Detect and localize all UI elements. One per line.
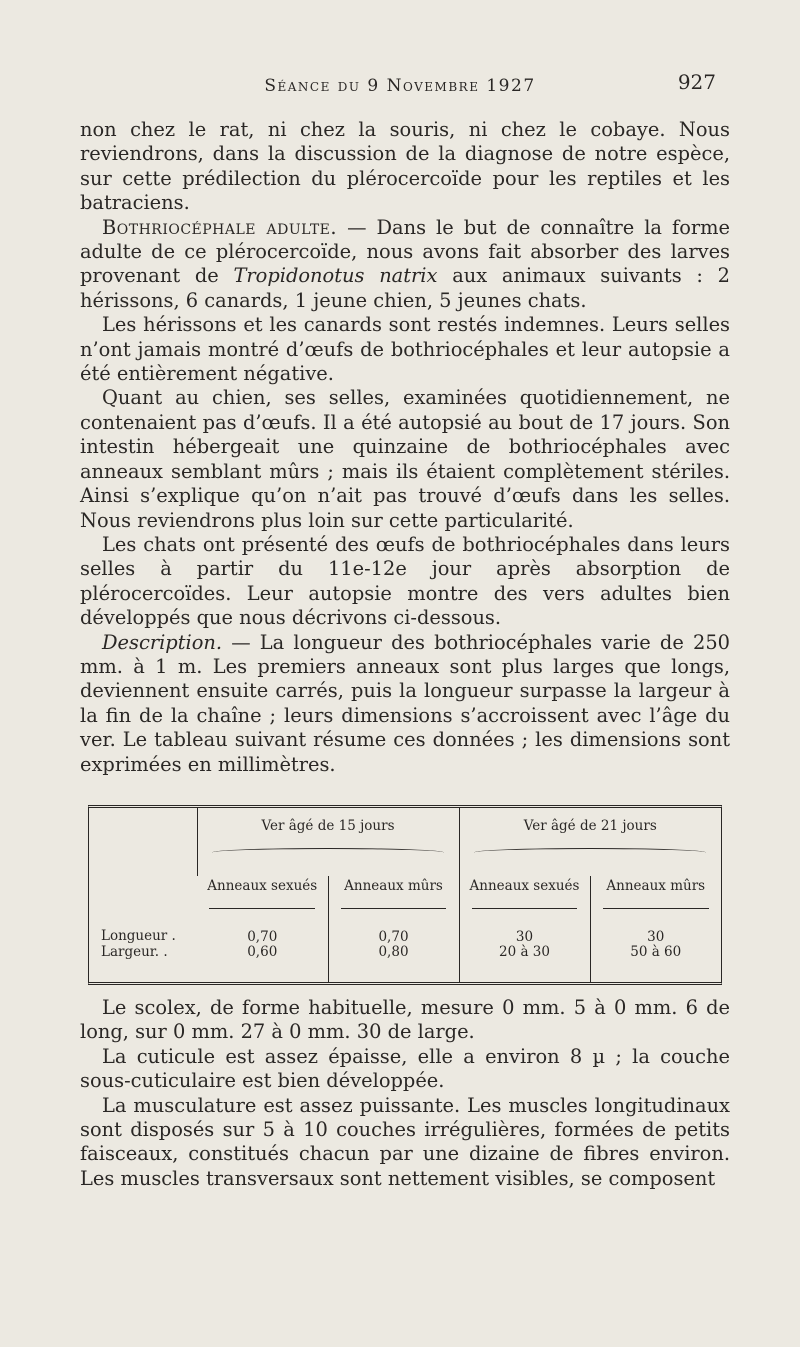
column-label: Anneaux mûrs [606, 878, 706, 894]
paragraph: La musculature est assez puissante. Les muscles longitudinaux sont disposés sur 5 à 10 couches irrégulières, formées de petits faisceaux, constitués chacun par une dizaine de fibres environ. Les muscles transversaux sont nettement visibles, se composent [80, 1093, 730, 1190]
paragraph: La cuticule est assez épaisse, elle a environ 8 µ ; la couche sous-cuticulaire est bien développée. [80, 1044, 730, 1093]
value: 0,70 [247, 929, 278, 945]
paragraph-bothriocephale [80, 216, 730, 314]
page-number: 927 [677, 70, 716, 94]
description-heading: Description. [102, 630, 223, 654]
row-label-longueur: Longueur . [101, 928, 176, 944]
column-header [328, 876, 459, 920]
paragraph: non chez le rat, ni chez la souris, ni chez le cobaye. Nous reviendrons, dans la discussion de la diagnose de notre espèce, sur cette prédilection du plérocercoïde pour les reptiles et les batraciens. [80, 118, 730, 215]
brace-line [212, 848, 443, 857]
rule [209, 908, 315, 909]
rule [341, 908, 447, 909]
value: 50 à 60 [630, 944, 682, 960]
column-header [459, 876, 590, 920]
column-label: Anneaux sexués [207, 878, 318, 894]
value: 0,80 [378, 944, 409, 960]
row-labels-cell [89, 808, 197, 982]
dimensions-table [88, 805, 722, 985]
paragraph-text: — Dans le but de connaître la forme adulte de ce plérocercoïde, nous avons fait absorber des larves provenant de [80, 215, 730, 288]
group-header-15-days [197, 808, 459, 876]
row-label-largeur: Largeur. . [101, 944, 168, 960]
paragraph-text: aux animaux suivants : 2 hérissons, 6 canards, 1 jeune chien, 5 jeunes chats. [80, 264, 730, 312]
value: 20 à 30 [499, 944, 550, 960]
section-heading: Bothriocéphale adulte. [102, 215, 338, 239]
column-header [590, 876, 721, 920]
paragraph-text: — La longueur des bothriocéphales varie de 250 mm. à 1 m. Les premiers anneaux sont plus larges que longs, deviennent ensuite carrés, puis la longueur surpasse la largeur à la fin de la chaîne ; leurs dimensions s’accroissent avec l’âge du ver. Le tableau suivant résume ces données ; les dimensions sont exprimées en millimètres. [80, 630, 730, 776]
running-title: Séance du 9 Novembre 1927 [264, 76, 536, 96]
body-text-top [80, 118, 730, 777]
paragraph: Le scolex, de forme habituelle, mesure 0 mm. 5 à 0 mm. 6 de long, sur 0 mm. 27 à 0 mm. 30 de large. [80, 996, 730, 1044]
value-cell [197, 920, 328, 982]
value-cell [459, 920, 590, 982]
column-label: Anneaux sexués [469, 878, 580, 894]
value: 0,60 [247, 944, 278, 960]
paragraph: Quant au chien, ses selles, examinées quotidiennement, ne contenaient pas d’œufs. Il a été autopsié au bout de 17 jours. Son intestin hébergeait une quinzaine de bothriocéphales avec anneaux semblant mûrs ; mais ils étaient complètement stériles. Ainsi s’explique qu’on n’ait pas trouvé d’œufs dans les selles. Nous reviendrons plus loin sur cette particularité. [80, 386, 730, 532]
rule [472, 908, 578, 909]
body-text-bottom [80, 996, 730, 1191]
species-name: Tropidonotus natrix [233, 264, 438, 288]
group-label: Ver âgé de 21 jours [523, 818, 657, 834]
value-cell [328, 920, 459, 982]
paragraph: Les hérissons et les canards sont restés indemnes. Leurs selles n’ont jamais montré d’œufs de bothriocéphales et leur autopsie a été entièrement négative. [80, 313, 730, 386]
rule [603, 908, 709, 909]
value: 30 [647, 929, 665, 945]
group-label: Ver âgé de 15 jours [261, 818, 395, 834]
value: 0,70 [378, 929, 409, 945]
value: 30 [515, 929, 534, 945]
column-label: Anneaux mûrs [344, 878, 443, 894]
column-header [197, 876, 328, 920]
value-cell [590, 920, 721, 982]
group-header-21-days [459, 808, 721, 876]
paragraph-description [80, 631, 730, 777]
page-header [80, 70, 720, 102]
paragraph: Les chats ont présenté des œufs de bothriocéphales dans leurs selles à partir du 11e-12e jour après absorption de plérocercoïdes. Leur autopsie montre des vers adultes bien développés que nous décrivons ci-dessous. [80, 532, 730, 630]
brace-line [474, 848, 706, 857]
